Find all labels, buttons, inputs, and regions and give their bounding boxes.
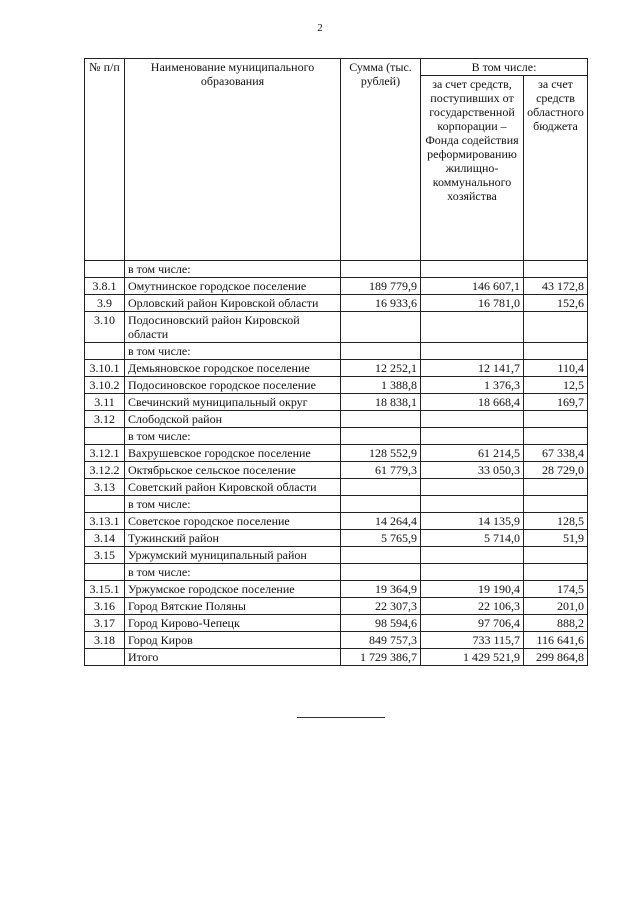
row-regional-amount bbox=[524, 479, 588, 496]
row-sum bbox=[341, 479, 421, 496]
row-name: в том числе: bbox=[125, 261, 341, 278]
row-regional-amount: 888,2 bbox=[524, 615, 588, 632]
row-name: Подосиновский район Кировской области bbox=[125, 312, 341, 343]
row-sum: 1 388,8 bbox=[341, 377, 421, 394]
row-index: 3.8.1 bbox=[85, 278, 125, 295]
row-name: Итого bbox=[125, 649, 341, 666]
row-fund-amount: 733 115,7 bbox=[421, 632, 524, 649]
row-index: 3.14 bbox=[85, 530, 125, 547]
row-sum bbox=[341, 411, 421, 428]
table-row bbox=[85, 581, 588, 598]
table-body bbox=[85, 261, 588, 666]
row-regional-amount bbox=[524, 261, 588, 278]
row-index bbox=[85, 564, 125, 581]
table-row bbox=[85, 295, 588, 312]
row-regional-amount: 299 864,8 bbox=[524, 649, 588, 666]
table-row bbox=[85, 632, 588, 649]
row-sum: 189 779,9 bbox=[341, 278, 421, 295]
row-index: 3.18 bbox=[85, 632, 125, 649]
table-row bbox=[85, 411, 588, 428]
table-row bbox=[85, 649, 588, 666]
row-regional-amount: 116 641,6 bbox=[524, 632, 588, 649]
row-fund-amount bbox=[421, 261, 524, 278]
row-fund-amount bbox=[421, 428, 524, 445]
row-sum: 98 594,6 bbox=[341, 615, 421, 632]
row-name: Город Кирово-Чепецк bbox=[125, 615, 341, 632]
row-fund-amount bbox=[421, 547, 524, 564]
table-row bbox=[85, 615, 588, 632]
table-row bbox=[85, 445, 588, 462]
row-index: 3.15.1 bbox=[85, 581, 125, 598]
table-row bbox=[85, 513, 588, 530]
header-row bbox=[85, 59, 588, 76]
row-sum bbox=[341, 428, 421, 445]
table-row bbox=[85, 598, 588, 615]
table-row bbox=[85, 343, 588, 360]
row-index: 3.10.1 bbox=[85, 360, 125, 377]
row-name: в том числе: bbox=[125, 343, 341, 360]
row-index: 3.13.1 bbox=[85, 513, 125, 530]
row-fund-amount: 19 190,4 bbox=[421, 581, 524, 598]
row-name: Город Вятские Поляны bbox=[125, 598, 341, 615]
row-sum bbox=[341, 547, 421, 564]
row-sum bbox=[341, 261, 421, 278]
table-row bbox=[85, 496, 588, 513]
row-index: 3.12 bbox=[85, 411, 125, 428]
row-index bbox=[85, 261, 125, 278]
row-name: в том числе: bbox=[125, 496, 341, 513]
table-row bbox=[85, 278, 588, 295]
row-name: Орловский район Кировской области bbox=[125, 295, 341, 312]
row-fund-amount: 14 135,9 bbox=[421, 513, 524, 530]
row-name: Слободской район bbox=[125, 411, 341, 428]
row-regional-amount: 174,5 bbox=[524, 581, 588, 598]
row-fund-amount bbox=[421, 564, 524, 581]
table-row bbox=[85, 377, 588, 394]
row-name: в том числе: bbox=[125, 428, 341, 445]
table-row bbox=[85, 261, 588, 278]
row-index bbox=[85, 649, 125, 666]
row-sum: 18 838,1 bbox=[341, 394, 421, 411]
table-row bbox=[85, 394, 588, 411]
row-sum: 16 933,6 bbox=[341, 295, 421, 312]
row-index: 3.11 bbox=[85, 394, 125, 411]
row-regional-amount: 128,5 bbox=[524, 513, 588, 530]
row-index: 3.12.2 bbox=[85, 462, 125, 479]
row-regional-amount: 169,7 bbox=[524, 394, 588, 411]
row-name: Омутнинское городское поселение bbox=[125, 278, 341, 295]
row-regional-amount bbox=[524, 496, 588, 513]
row-index bbox=[85, 343, 125, 360]
row-name: Советский район Кировской области bbox=[125, 479, 341, 496]
row-name: Уржумское городское поселение bbox=[125, 581, 341, 598]
row-sum bbox=[341, 564, 421, 581]
row-regional-amount bbox=[524, 312, 588, 343]
row-regional-amount: 201,0 bbox=[524, 598, 588, 615]
row-sum: 12 252,1 bbox=[341, 360, 421, 377]
row-sum bbox=[341, 312, 421, 343]
row-name: в том числе: bbox=[125, 564, 341, 581]
table-row bbox=[85, 360, 588, 377]
closing-rule bbox=[297, 717, 385, 718]
row-sum bbox=[341, 496, 421, 513]
row-fund-amount: 33 050,3 bbox=[421, 462, 524, 479]
row-sum: 849 757,3 bbox=[341, 632, 421, 649]
header-sum: Сумма (тыс. рублей) bbox=[341, 59, 421, 261]
row-name: Свечинский муниципальный округ bbox=[125, 394, 341, 411]
row-index: 3.10.2 bbox=[85, 377, 125, 394]
row-index bbox=[85, 428, 125, 445]
table-row bbox=[85, 428, 588, 445]
row-fund-amount: 1 376,3 bbox=[421, 377, 524, 394]
row-regional-amount: 67 338,4 bbox=[524, 445, 588, 462]
row-regional-amount bbox=[524, 428, 588, 445]
table-row bbox=[85, 312, 588, 343]
row-name: Вахрушевское городское поселение bbox=[125, 445, 341, 462]
row-sum: 5 765,9 bbox=[341, 530, 421, 547]
row-fund-amount bbox=[421, 411, 524, 428]
row-index: 3.16 bbox=[85, 598, 125, 615]
table-row bbox=[85, 479, 588, 496]
row-regional-amount bbox=[524, 547, 588, 564]
row-name: Советское городское поселение bbox=[125, 513, 341, 530]
funding-table bbox=[84, 58, 588, 666]
row-fund-amount: 18 668,4 bbox=[421, 394, 524, 411]
row-name: Город Киров bbox=[125, 632, 341, 649]
row-sum: 14 264,4 bbox=[341, 513, 421, 530]
row-fund-amount: 16 781,0 bbox=[421, 295, 524, 312]
row-sum: 22 307,3 bbox=[341, 598, 421, 615]
row-fund-amount: 1 429 521,9 bbox=[421, 649, 524, 666]
row-fund-amount: 146 607,1 bbox=[421, 278, 524, 295]
row-index: 3.10 bbox=[85, 312, 125, 343]
row-index: 3.13 bbox=[85, 479, 125, 496]
row-regional-amount: 28 729,0 bbox=[524, 462, 588, 479]
row-index: 3.9 bbox=[85, 295, 125, 312]
row-sum bbox=[341, 343, 421, 360]
row-index bbox=[85, 496, 125, 513]
row-regional-amount: 12,5 bbox=[524, 377, 588, 394]
page-number: 2 bbox=[317, 22, 323, 34]
row-fund-amount bbox=[421, 343, 524, 360]
header-fund: за счет средств, поступивших от государственной корпорации – Фонда содействия реформированию жилищно-коммунального хозяйства bbox=[421, 76, 524, 261]
row-sum: 1 729 386,7 bbox=[341, 649, 421, 666]
table-row bbox=[85, 564, 588, 581]
row-sum: 19 364,9 bbox=[341, 581, 421, 598]
row-regional-amount: 110,4 bbox=[524, 360, 588, 377]
row-fund-amount: 5 714,0 bbox=[421, 530, 524, 547]
row-regional-amount: 152,6 bbox=[524, 295, 588, 312]
row-regional-amount: 43 172,8 bbox=[524, 278, 588, 295]
header-num: № п/п bbox=[85, 59, 125, 261]
header-regional: за счет средств областного бюджета bbox=[524, 76, 588, 261]
row-sum: 128 552,9 bbox=[341, 445, 421, 462]
row-name: Подосиновское городское поселение bbox=[125, 377, 341, 394]
row-name: Уржумский муниципальный район bbox=[125, 547, 341, 564]
row-regional-amount: 51,9 bbox=[524, 530, 588, 547]
table-row bbox=[85, 462, 588, 479]
table-row bbox=[85, 547, 588, 564]
row-regional-amount bbox=[524, 343, 588, 360]
row-regional-amount bbox=[524, 564, 588, 581]
row-name: Демьяновское городское поселение bbox=[125, 360, 341, 377]
row-regional-amount bbox=[524, 411, 588, 428]
row-fund-amount: 22 106,3 bbox=[421, 598, 524, 615]
row-fund-amount: 61 214,5 bbox=[421, 445, 524, 462]
table-row bbox=[85, 530, 588, 547]
row-fund-amount bbox=[421, 312, 524, 343]
header-name: Наименование муниципального образования bbox=[125, 59, 341, 261]
row-fund-amount bbox=[421, 479, 524, 496]
row-sum: 61 779,3 bbox=[341, 462, 421, 479]
row-index: 3.17 bbox=[85, 615, 125, 632]
header-including: В том числе: bbox=[421, 59, 588, 76]
row-fund-amount: 97 706,4 bbox=[421, 615, 524, 632]
row-fund-amount bbox=[421, 496, 524, 513]
row-fund-amount: 12 141,7 bbox=[421, 360, 524, 377]
row-name: Октябрьское сельское поселение bbox=[125, 462, 341, 479]
row-index: 3.12.1 bbox=[85, 445, 125, 462]
row-index: 3.15 bbox=[85, 547, 125, 564]
row-name: Тужинский район bbox=[125, 530, 341, 547]
